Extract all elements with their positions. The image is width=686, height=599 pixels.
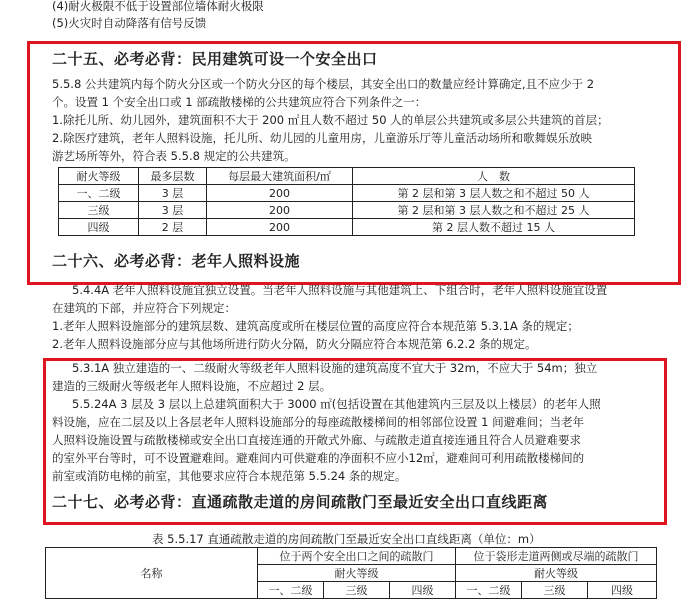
- section26-line: 前室或消防电梯的前室，其他要求应符合本规范第 5.5.24 条的规定。: [52, 469, 407, 483]
- table-header-cell: 名称: [46, 548, 258, 599]
- table-cell: 第 2 层和第 3 层人数之和不超过 50 人: [353, 185, 635, 202]
- section26-line: 5.4.4A 老年人照料设施宜独立设置。当老年人照料设施与其他建筑上、下组合时，老年人照料设施宜设置: [72, 283, 608, 297]
- table-header-cell: 四级: [588, 582, 657, 599]
- table-cell: 一、二级: [59, 185, 139, 202]
- table-header-cell: 耐火等级: [258, 565, 456, 582]
- table-cell: 2 层: [139, 219, 207, 236]
- table-header-cell: 一、二级: [258, 582, 324, 599]
- top-line-5: (5)火灾时自动降落有信号反馈: [52, 16, 207, 30]
- table-header-row: [59, 168, 635, 185]
- table-header-cell: 每层最大建筑面积/㎡: [207, 168, 353, 185]
- table-cell: 四级: [59, 219, 139, 236]
- section27-heading: 二十七、必考必背：直通疏散走道的房间疏散门至最近安全出口直线距离: [52, 493, 549, 511]
- table-cell: 200: [207, 185, 353, 202]
- table-cell: 3 层: [139, 185, 207, 202]
- section25-line: 5.5.8 公共建筑内每个防火分区或一个防火分区的每个楼层，其安全出口的数量应经计算确定,且不应少于 2: [52, 77, 595, 91]
- section26-line: 人照料设施设置与疏散楼梯或安全出口直接连通的开敞式外廊、与疏散走道直接连通且符合人员避难要求: [52, 433, 581, 447]
- table-cell: 三级: [59, 202, 139, 219]
- table-cell: 第 2 层和第 3 层人数之和不超过 25 人: [353, 202, 635, 219]
- table-header-cell: 位于袋形走道两侧或尽端的疏散门: [456, 548, 657, 565]
- table-cell: 200: [207, 219, 353, 236]
- section26-line: 5.5.24A 3 层及 3 层以上总建筑面积大于 3000 ㎡(包括设置在其他建筑内三层及以上楼层）的老年人照: [72, 397, 601, 411]
- table-row: [59, 185, 635, 202]
- section26-heading: 二十六、必考必背：老年人照料设施: [52, 252, 301, 270]
- table-header-row: [46, 548, 657, 565]
- table-header-cell: 位于两个安全出口之间的疏散门: [258, 548, 456, 565]
- table-row: [59, 219, 635, 236]
- table-caption: 表 5.5.17 直通疏散走道的房间疏散门至最近安全出口直线距离（单位：m）: [152, 532, 541, 546]
- table-header-cell: 三级: [324, 582, 390, 599]
- table-header-cell: 一、二级: [456, 582, 522, 599]
- section25-line: 2.除医疗建筑，老年人照料设施，托儿所、幼儿园的儿童用房，儿童游乐厅等儿童活动场所和歌舞娱乐放映: [52, 131, 592, 145]
- table-5-5-17: [45, 547, 657, 599]
- section25-line: 个。设置 1 个安全出口或 1 部疏散楼梯的公共建筑应符合下列条件之一：: [52, 95, 427, 109]
- top-line-4: (4)耐火极限不低于设置部位墙体耐火极限: [52, 0, 264, 13]
- table-cell: 第 2 层人数不超过 15 人: [353, 219, 635, 236]
- section26-line: 1.老年人照料设施部分的建筑层数、建筑高度或所在楼层位置的高度应符合本规范第 5.3.1A 条的规定；: [52, 319, 579, 333]
- section26-line: 的室外平台等时，可不设置避难间。避难间内可供避难的净面积不应小12㎡，避难间可利用疏散楼梯间的: [52, 451, 585, 465]
- table-header-cell: 耐火等级: [456, 565, 657, 582]
- section26-line: 建造的三级耐火等级老年人照料设施，不应超过 2 层。: [52, 379, 332, 393]
- table-header-cell: 人 数: [353, 168, 635, 185]
- section26-line: 料设施，应在二层及以上各层老年人照料设施部分的每座疏散楼梯间的相邻部位设置 1 间避难间；当老年: [52, 415, 585, 429]
- table-cell: 3 层: [139, 202, 207, 219]
- section26-line: 在建筑的下部，并应符合下列规定：: [52, 301, 236, 315]
- table-row: [59, 202, 635, 219]
- section26-line: 2.老年人照料设施部分应与其他场所进行防火分隔，防火分隔应符合本规范第 6.2.2 条的规定。: [52, 337, 537, 351]
- table-header-cell: 四级: [390, 582, 456, 599]
- section25-line: 游艺场所等外，符合表 5.5.8 规定的公共建筑。: [52, 149, 296, 163]
- table-5-5-8: [58, 167, 635, 236]
- table-cell: 200: [207, 202, 353, 219]
- section25-heading: 二十五、必考必背：民用建筑可设一个安全出口: [52, 50, 378, 68]
- section25-line: 1.除托儿所、幼儿园外，建筑面积不大于 200 ㎡且人数不超过 50 人的单层公共建筑或多层公共建筑的首层；: [52, 113, 609, 127]
- table-header-cell: 三级: [522, 582, 588, 599]
- table-header-cell: 最多层数: [139, 168, 207, 185]
- section26-line: 5.3.1A 独立建造的一、二级耐火等级老年人照料设施的建筑高度不宜大于 32m，不应大于 54m；独立: [72, 361, 598, 375]
- table-header-cell: 耐火等级: [59, 168, 139, 185]
